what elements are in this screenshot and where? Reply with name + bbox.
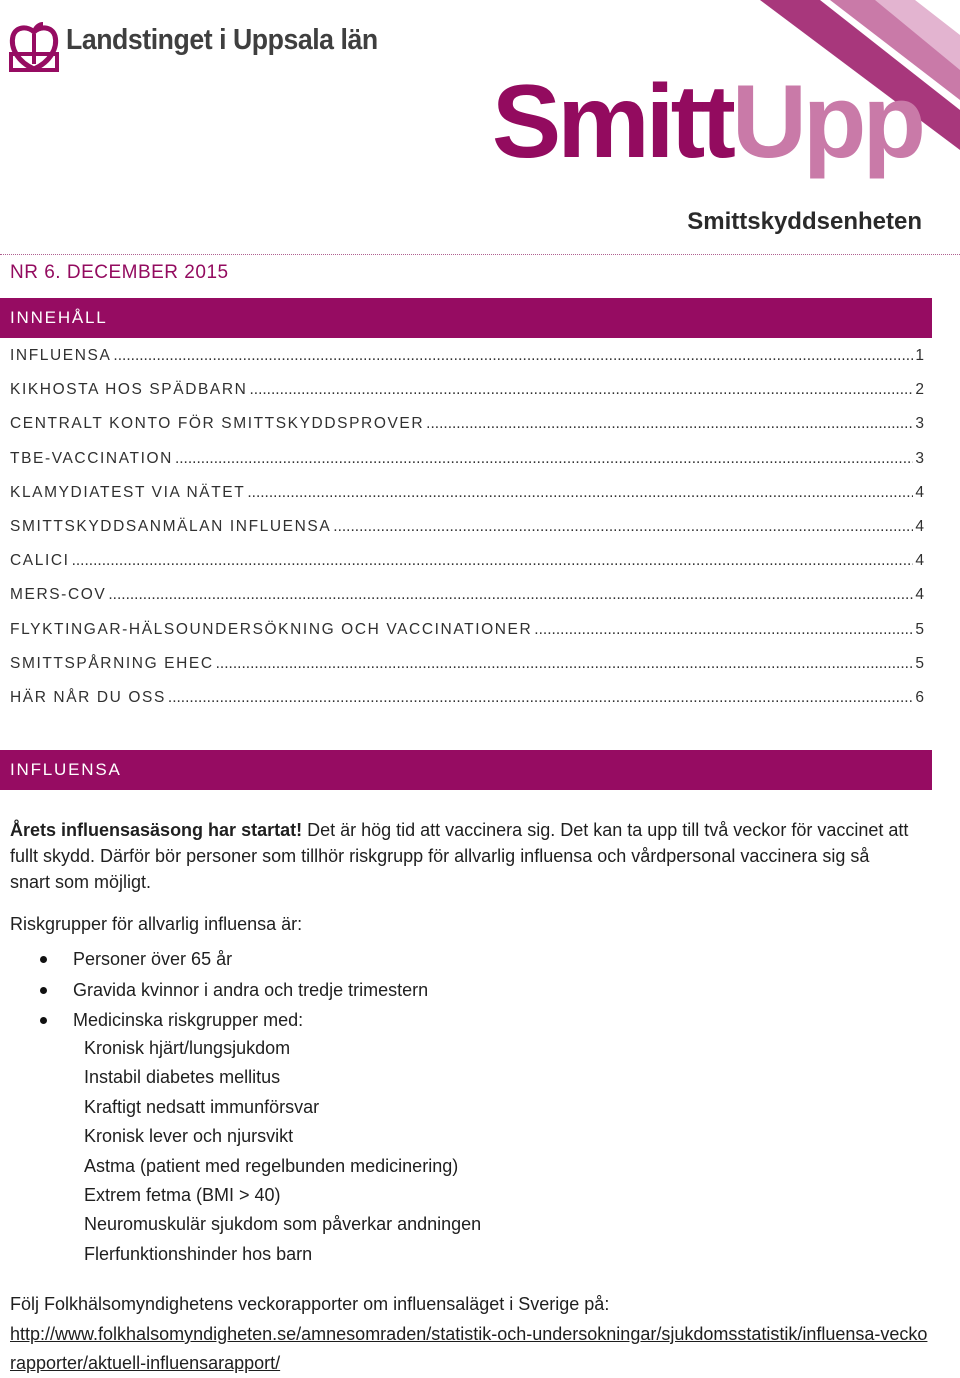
medical-group-item: Kronisk lever och njursvikt [84,1126,294,1147]
toc-item-title: INFLUENSA [10,347,112,364]
toc-item-page: 1 [915,347,924,364]
section-heading: INFLUENSA [10,760,122,779]
section-heading-bar [0,750,932,790]
toc-item[interactable] [10,613,924,647]
toc-leader-dots [108,578,913,612]
toc-item[interactable] [10,373,924,407]
organization-name: Landstinget i Uppsala län [66,24,378,56]
toc-item[interactable] [10,544,924,578]
toc-item[interactable] [10,339,924,373]
medical-group-item: Kronisk hjärt/lungsjukdom [84,1038,291,1058]
unit-name: Smittskyddsenheten [687,208,922,235]
toc-leader-dots [175,442,913,476]
toc-item-title: CALICI [10,552,70,570]
medical-group-item: Extrem fetma (BMI > 40) [84,1185,281,1206]
medical-group-item: Neuromuskulär sjukdom som påverkar andningen [84,1214,482,1235]
toc-item-title: TBE-VACCINATION [10,449,173,467]
risk-group-item: Personer över 65 år [40,944,920,975]
toc-item-title: KLAMYDIATEST VIA NÄTET [10,483,246,501]
toc-item-page: 2 [915,381,924,399]
medical-risk-groups-list [84,1034,884,1269]
medical-group-item: Instabil diabetes mellitus [84,1067,281,1088]
toc-heading: INNEHÅLL [10,308,108,327]
toc-item-page: 6 [915,688,924,706]
toc-leader-dots [113,339,913,373]
report-link[interactable]: http://www.folkhalsomyndigheten.se/amnesomraden/statistik-och-undersokningar/sjukdomsstatistik/influensa-veckorapporter/aktuell-influensarapport/ [10,1324,928,1373]
toc-item[interactable] [10,510,924,544]
toc-item-page: 5 [915,620,924,638]
risk-groups-list [40,944,920,1036]
intro-lead: Årets influensasäsong har startat! [10,820,303,840]
toc-item[interactable] [10,407,924,441]
toc-leader-dots [168,681,913,715]
toc-item-title: FLYKTINGAR-HÄLSOUNDERSÖKNING OCH VACCINATIONER [10,620,533,638]
toc-item-title: CENTRALT KONTO FÖR SMITTSKYDDSPROVER [10,415,425,433]
toc-item-page: 3 [915,449,924,467]
toc-item-page: 5 [915,654,924,672]
risk-group-item: Medicinska riskgrupper med: [40,1005,920,1036]
toc-item-page: 4 [915,552,924,570]
table-of-contents [10,339,924,715]
issue-label: NR 6. DECEMBER 2015 [10,262,229,283]
toc-leader-dots [216,647,914,681]
toc-item-title: SMITTSPÅRNING EHEC [10,654,214,672]
header-divider [0,254,960,255]
toc-item-page: 4 [915,517,924,535]
toc-leader-dots [249,373,913,407]
toc-item[interactable] [10,681,924,715]
medical-group-item: Flerfunktionshinder hos barn [84,1243,313,1264]
toc-item[interactable] [10,476,924,510]
risk-groups-heading: Riskgrupper för allvarlig influensa är: [10,914,303,934]
newsletter-title-part1: Smitt [491,64,732,180]
apple-heart-logo-icon [8,22,60,72]
toc-item-title: MERS-COV [10,586,107,604]
toc-item-page: 4 [915,586,924,604]
risk-group-item: Gravida kvinnor i andra och tredje trimestern [40,975,920,1006]
toc-leader-dots [72,544,914,578]
toc-item-title: KIKHOSTA HOS SPÄDBARN [10,381,248,399]
toc-item[interactable] [10,442,924,476]
medical-group-item: Astma (patient med regelbunden medicinering) [84,1155,459,1176]
toc-item[interactable] [10,578,924,612]
intro-text: Det är hög tid att vaccinera sig. Det kan ta upp till två veckor för vaccinet att fullt skydd. Därför bör personer som tillhör riskgrupp för allvarlig influensa och vårdpersonal vaccinera sig så snart som möjligt. [10,820,909,892]
follow-text: Följ Folkhälsomyndighetens veckorapporter om influensaläget i Sverige på: [10,1294,610,1314]
toc-heading-bar [0,298,932,338]
toc-leader-dots [426,407,913,441]
toc-item-page: 4 [915,483,924,501]
toc-item[interactable] [10,647,924,681]
toc-leader-dots [247,476,913,510]
newsletter-title [491,64,922,180]
toc-item-title: SMITTSKYDDSANMÄLAN INFLUENSA [10,517,332,535]
toc-item-page: 3 [915,415,924,433]
toc-item-title: HÄR NÅR DU OSS [10,688,166,706]
medical-group-item: Kraftigt nedsatt immunförsvar [84,1096,320,1117]
toc-leader-dots [333,510,913,544]
intro-paragraph [10,817,910,895]
toc-leader-dots [534,613,913,647]
newsletter-title-part2: Upp [731,64,922,180]
